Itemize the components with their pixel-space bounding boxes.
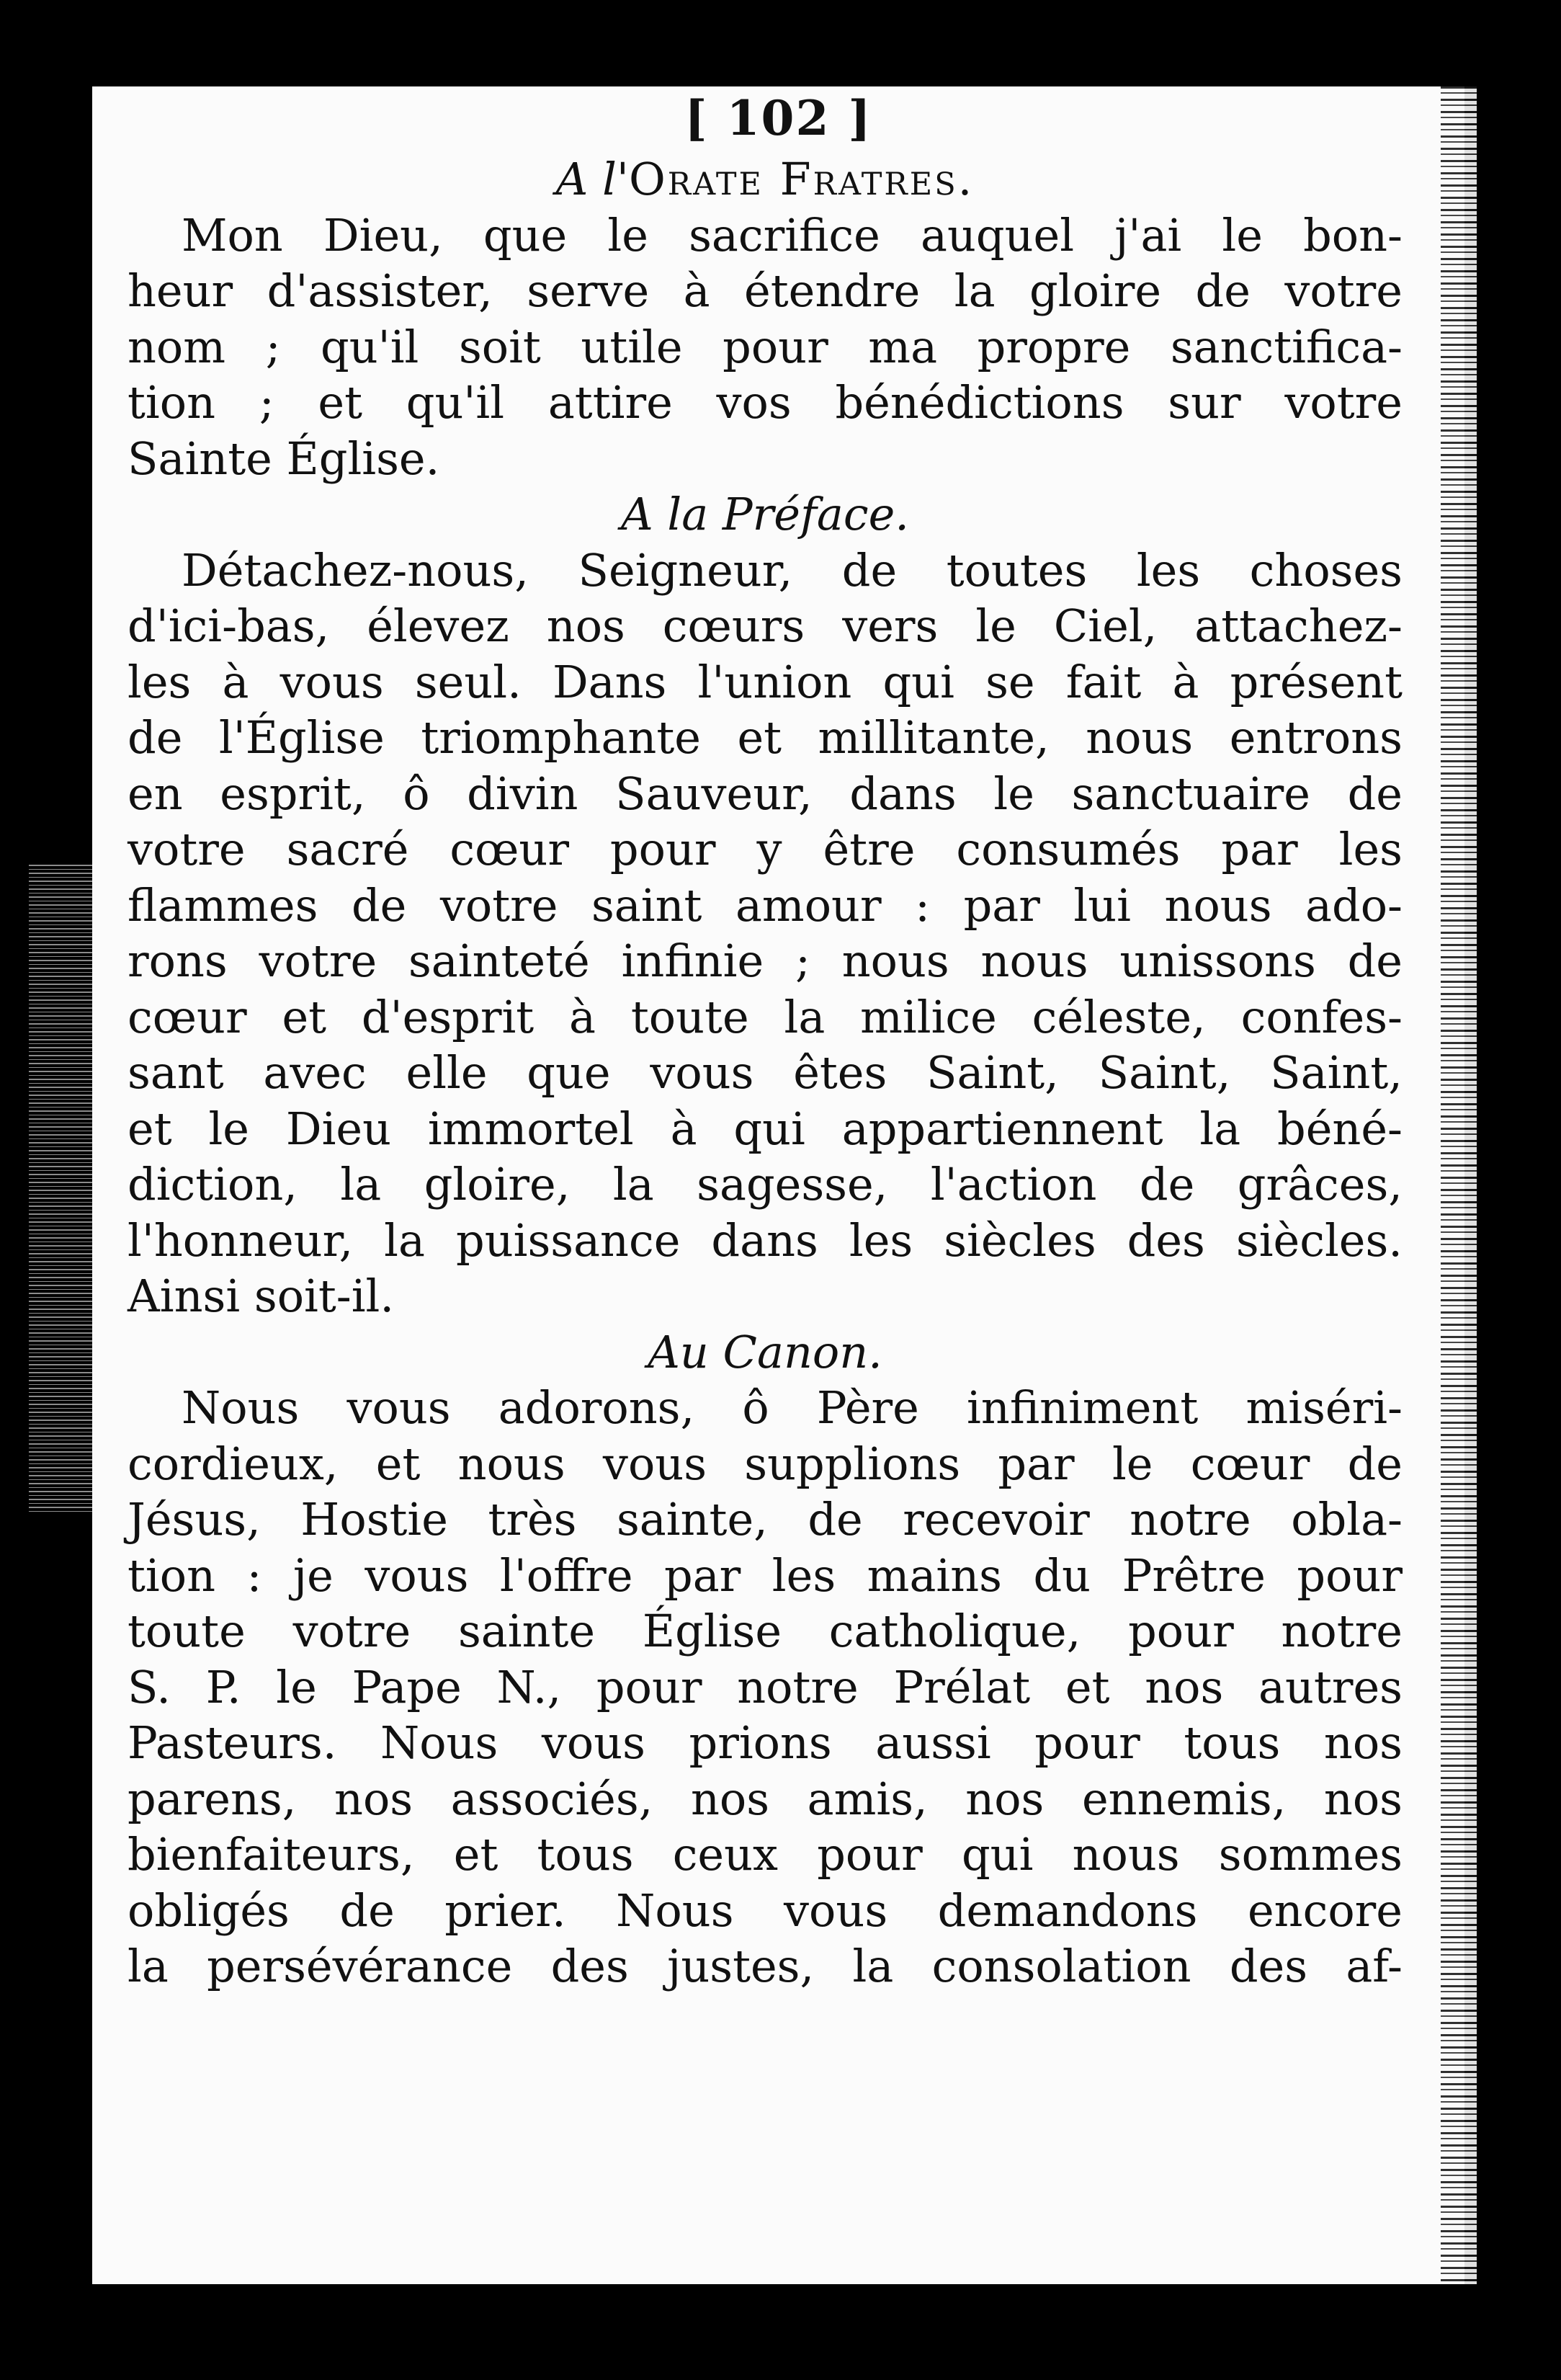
text-line: nom ; qu'il soit utile pour ma propre sanctifica- [128,320,1403,373]
page-number: [ 102 ] [684,90,872,146]
text-line: Mon Dieu, que le sacrifice auquel j'ai le bon- [182,208,1403,262]
text-line: cordieux, et nous vous supplions par le cœur de [128,1437,1403,1490]
text-line: cœur et d'esprit à toute la milice céleste, confes- [128,990,1403,1043]
text-line: d'ici-bas, élevez nos cœurs vers le Ciel, attachez- [128,600,1403,652]
section-heading-preface: A la Préface. [620,488,910,540]
text-line: diction, la gloire, la sagesse, l'action de grâces, [128,1158,1403,1211]
text-line: Nous vous adorons, ô Père infiniment miséri- [182,1381,1403,1434]
text-line: flammes de votre saint amour : par lui nous ado- [128,878,1403,932]
text-line: et le Dieu immortel à qui appartiennent la béné- [128,1102,1403,1155]
section-heading-orate-fratres [128,151,1403,208]
text-line: obligés de prier. Nous vous demandons encore [128,1884,1403,1937]
text-line: heur d'assister, serve à étendre la gloire de votre [128,264,1403,317]
text-line: de l'Église triomphante et millitante, nous entrons [128,711,1403,764]
section-heading-canon: Au Canon. [648,1325,882,1378]
text-line: Ainsi soit-il. [128,1270,395,1322]
text-line: bienfaiteurs, et tous ceux pour qui nous sommes [128,1828,1403,1881]
text-line: les à vous seul. Dans l'union qui se fait à présent [128,655,1403,708]
page-text [128,151,1403,1995]
text-line: Jésus, Hostie très sainte, de recevoir notre obla- [128,1493,1403,1546]
text-line: la persévérance des justes, la consolation des af- [128,1940,1403,1992]
text-line: tion ; et qu'il attire vos bénédictions sur votre [128,376,1403,429]
text-line: sant avec elle que vous êtes Saint, Saint, Saint, [128,1046,1403,1099]
text-line: Détachez-nous, Seigneur, de toutes les choses [182,543,1403,597]
text-line: l'honneur, la puissance dans les siècles des siècles. [128,1213,1403,1267]
text-line: rons votre sainteté infinie ; nous nous unissons de [128,935,1403,987]
text-line: S. P. le Pape N., pour notre Prélat et nos autres [128,1660,1403,1713]
text-line: toute votre sainte Église catholique, pour notre [128,1605,1403,1657]
heading-italic: A l' [555,153,629,205]
heading-small-caps: Orate Fratres. [628,153,975,205]
scan-edge-right [1441,86,1477,2284]
text-line: Sainte Église. [128,432,440,485]
text-line: votre sacré cœur pour y être consumés par les [128,823,1403,875]
text-line: parens, nos associés, nos amis, nos ennemis, nos [128,1772,1403,1825]
text-line: en esprit, ô divin Sauveur, dans le sanctuaire de [128,767,1403,820]
text-line: tion : je vous l'offre par les mains du Prêtre pour [128,1548,1403,1602]
text-line: Pasteurs. Nous vous prions aussi pour tous nos [128,1716,1403,1769]
